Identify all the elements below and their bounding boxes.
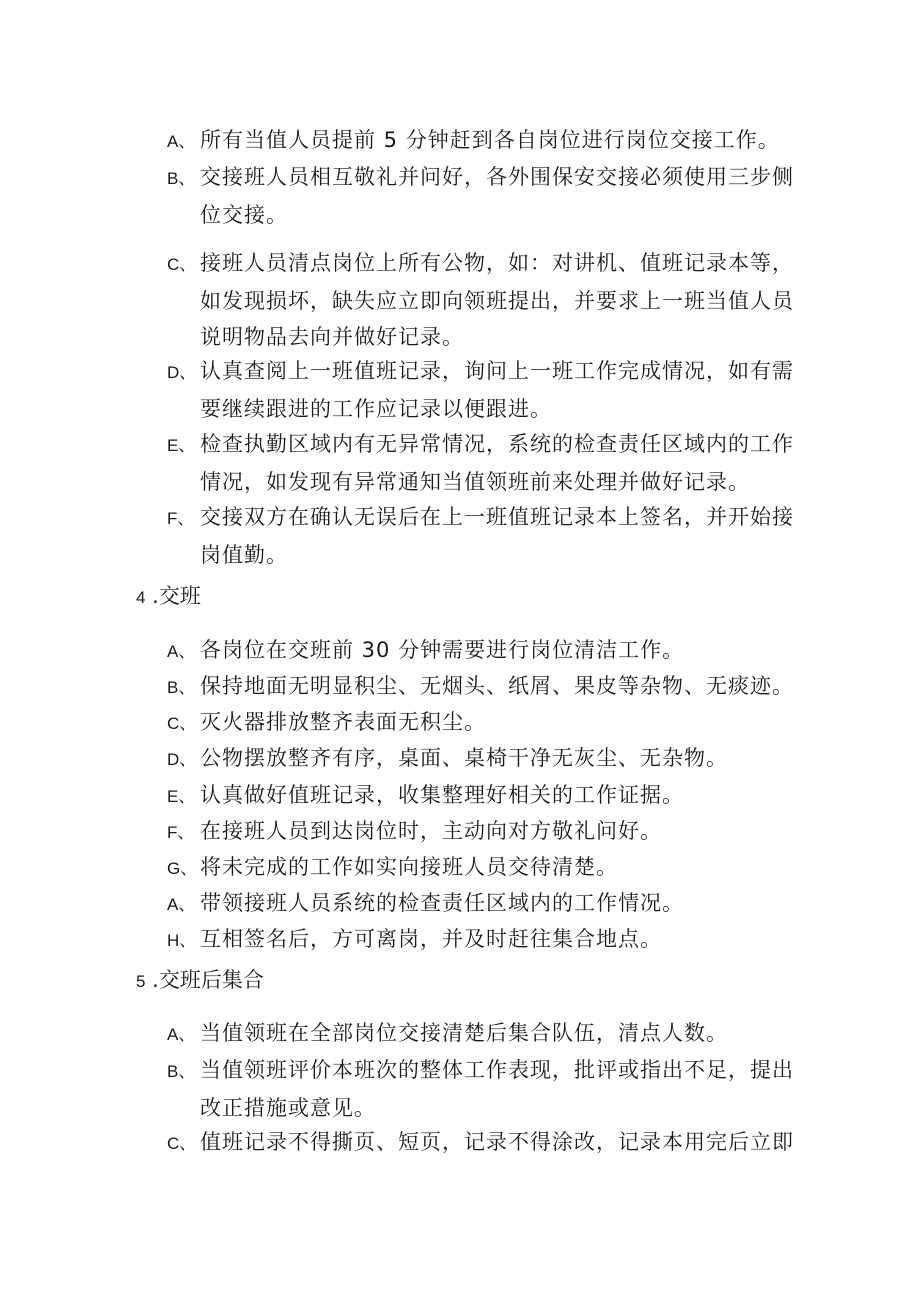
item-label: D、 bbox=[167, 750, 197, 769]
item-text-continued: 改正措施或意见。 bbox=[200, 1096, 376, 1120]
list-item bbox=[167, 353, 807, 427]
list-item bbox=[167, 1124, 807, 1162]
item-text: 交接双方在确认无误后在上一班值班记录本上签名，并开始接 bbox=[200, 505, 794, 529]
list-item bbox=[167, 245, 807, 355]
section-heading bbox=[136, 962, 264, 1000]
list-item bbox=[167, 740, 807, 778]
item-label: A、 bbox=[167, 1025, 196, 1044]
list-item bbox=[167, 777, 807, 815]
item-text-continued: 岗值勤。 bbox=[200, 543, 288, 567]
item-text: 检查执勤区域内有无异常情况，系统的检查责任区域内的工作 bbox=[200, 432, 794, 456]
section-heading bbox=[136, 578, 201, 616]
item-label: F、 bbox=[167, 509, 195, 528]
section-title: .交班 bbox=[145, 584, 201, 608]
item-label: E、 bbox=[167, 787, 196, 806]
item-text: 接班人员清点岗位上所有公物，如：对讲机、值班记录本等， bbox=[200, 251, 794, 275]
item-label: E、 bbox=[167, 436, 196, 455]
item-label: F、 bbox=[167, 823, 195, 842]
list-item bbox=[167, 849, 807, 887]
item-text: 交接班人员相互敬礼并问好，各外围保安交接必须使用三步侧 bbox=[200, 165, 794, 189]
item-label: B、 bbox=[167, 1062, 196, 1081]
list-item bbox=[167, 1052, 807, 1126]
list-item bbox=[167, 704, 807, 742]
item-label: C、 bbox=[167, 1134, 197, 1153]
list-item bbox=[167, 159, 807, 233]
list-item bbox=[167, 632, 807, 670]
item-text: 灭火器排放整齐表面无积尘。 bbox=[200, 710, 486, 734]
item-label: H、 bbox=[167, 931, 197, 950]
item-text: 公物摆放整齐有序，桌面、桌椅干净无灰尘、无杂物。 bbox=[200, 746, 728, 770]
list-item bbox=[167, 813, 807, 851]
item-label: A、 bbox=[167, 895, 196, 914]
list-item bbox=[167, 885, 807, 923]
item-label: B、 bbox=[167, 169, 196, 188]
item-text: 当值领班在全部岗位交接清楚后集合队伍，清点人数。 bbox=[200, 1021, 728, 1045]
list-item bbox=[167, 668, 807, 706]
item-text-continued: 说明物品去向并做好记录。 bbox=[200, 325, 464, 349]
item-label: D、 bbox=[167, 363, 197, 382]
item-text: 保持地面无明显积尘、无烟头、纸屑、果皮等杂物、无痰迹。 bbox=[200, 674, 794, 698]
item-text: 带领接班人员系统的检查责任区域内的工作情况。 bbox=[200, 891, 684, 915]
item-text: 在接班人员到达岗位时，主动向对方敬礼问好。 bbox=[200, 819, 662, 843]
item-text: 所有当值人员提前 5 分钟赶到各自岗位进行岗位交接工作。 bbox=[200, 128, 780, 152]
item-text-continued: 如发现损坏，缺失应立即向领班提出，并要求上一班当值人员 bbox=[200, 289, 794, 313]
item-text: 值班记录不得撕页、短页，记录不得涂改，记录本用完后立即 bbox=[200, 1130, 794, 1154]
item-text-continued: 情况，如发现有异常通知当值领班前来处理并做好记录。 bbox=[200, 470, 750, 494]
item-label: C、 bbox=[167, 714, 197, 733]
item-text: 互相签名后，方可离岗，并及时赶往集合地点。 bbox=[200, 927, 662, 951]
item-text: 认真查阅上一班值班记录，询问上一班工作完成情况，如有需 bbox=[200, 359, 794, 383]
item-text: 各岗位在交班前 30 分钟需要进行岗位清洁工作。 bbox=[200, 638, 685, 662]
item-label: A、 bbox=[167, 642, 196, 661]
list-item bbox=[167, 921, 807, 959]
section-number: 4 bbox=[136, 588, 146, 607]
item-label: B、 bbox=[167, 678, 196, 697]
section-title: .交班后集合 bbox=[145, 968, 264, 992]
list-item bbox=[167, 122, 807, 160]
section-number: 5 bbox=[136, 972, 146, 991]
item-label: C、 bbox=[167, 255, 197, 274]
item-text: 认真做好值班记录，收集整理好相关的工作证据。 bbox=[200, 783, 684, 807]
item-text: 将未完成的工作如实向接班人员交待清楚。 bbox=[200, 855, 618, 879]
item-label: G、 bbox=[167, 859, 198, 878]
list-item bbox=[167, 1015, 807, 1053]
item-text-continued: 要继续跟进的工作应记录以便跟进。 bbox=[200, 397, 552, 421]
item-text: 当值领班评价本班次的整体工作表现，批评或指出不足，提出 bbox=[200, 1058, 794, 1082]
list-item bbox=[167, 426, 807, 500]
list-item bbox=[167, 499, 807, 573]
item-text-continued: 位交接。 bbox=[200, 203, 288, 227]
item-label: A、 bbox=[167, 132, 196, 151]
